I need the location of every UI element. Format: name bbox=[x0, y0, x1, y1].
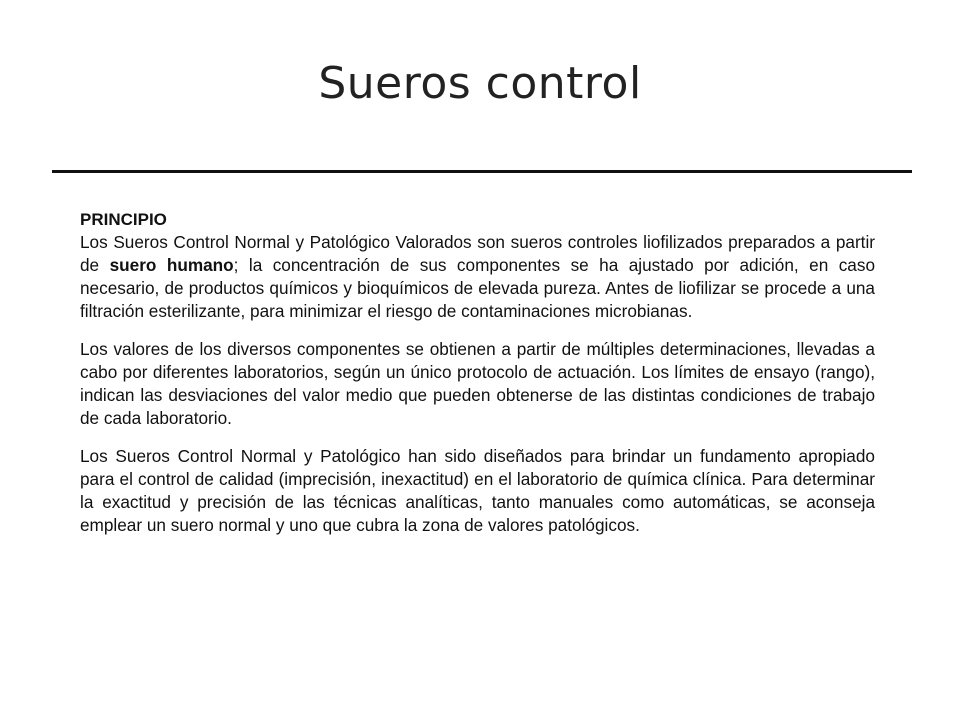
paragraph-valores: Los valores de los diversos componentes se obtienen a partir de múltiples determinaciones, llevadas a cabo por diferentes laboratorios, según un único protocolo de actuación. Los límites de ensayo (rango), indican las desviaciones del valor medio que pueden obtenerse de las distintas condiciones de trabajo de cada laboratorio. bbox=[80, 339, 875, 428]
paragraph-principio-text-start: Los Sueros Control Normal y Patológico Valorados son sueros controles liofilizados preparados a partir de bbox=[80, 232, 875, 275]
paragraph-principio bbox=[80, 231, 875, 323]
bold-term-suero-humano: suero humano bbox=[109, 255, 234, 275]
title-divider bbox=[52, 170, 912, 173]
slide-title: Sueros control bbox=[318, 58, 642, 109]
document-excerpt bbox=[80, 208, 875, 552]
paragraph-diseno: Los Sueros Control Normal y Patológico han sido diseñados para brindar un fundamento apropiado para el control de calidad (imprecisión, inexactitud) en el laboratorio de química clínica. Para determinar la exactitud y precisión de las técnicas analíticas, tanto manuales como automáticas, se aconseja emplear un suero normal y uno que cubra la zona de valores patológicos. bbox=[80, 446, 875, 535]
section-heading: PRINCIPIO bbox=[80, 210, 167, 229]
paragraph-principio-text-end: ; la concentración de sus componentes se ha ajustado por adición, en caso necesario, de productos químicos y bioquímicos de elevada pureza. Antes de liofilizar se procede a una filtración esterilizante, para minimizar el riesgo de contaminaciones microbianas. bbox=[80, 255, 876, 321]
